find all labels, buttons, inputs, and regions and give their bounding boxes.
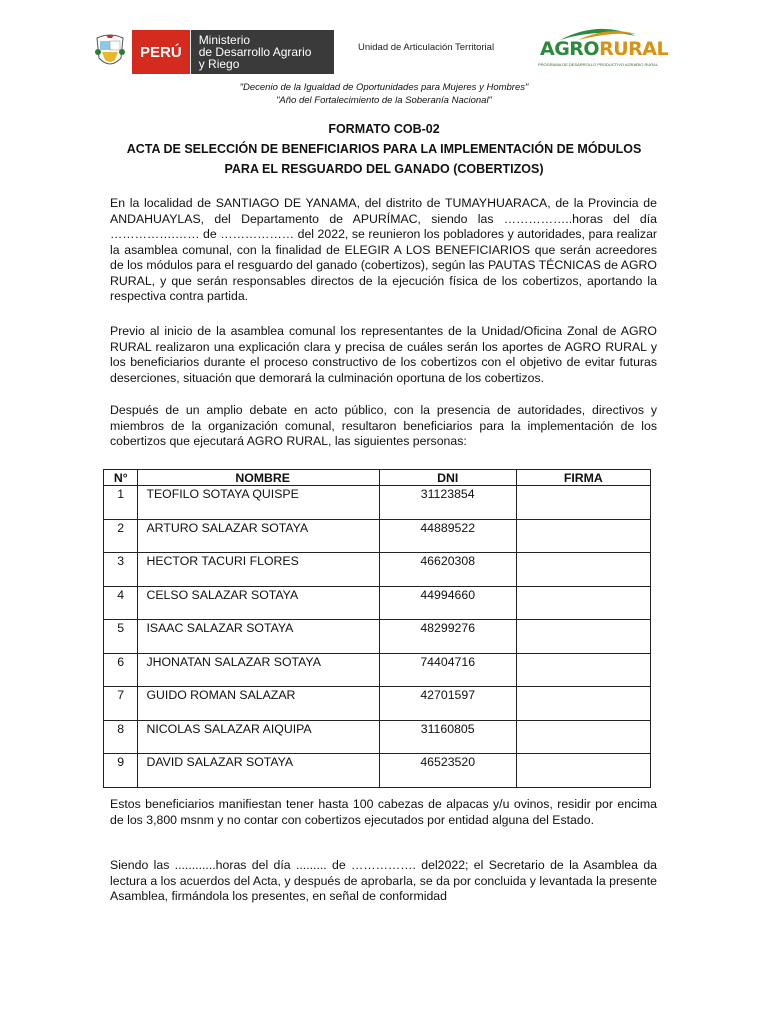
row-name: ISAAC SALAZAR SOTAYA bbox=[138, 620, 379, 654]
row-dni: 31160805 bbox=[379, 720, 516, 754]
row-number: 3 bbox=[104, 553, 138, 587]
row-number: 4 bbox=[104, 586, 138, 620]
ministry-line-1: Ministerio bbox=[198, 33, 251, 47]
row-signature bbox=[516, 519, 650, 553]
row-name: NICOLAS SALAZAR AIQUIPA bbox=[138, 720, 379, 754]
header-signature: FIRMA bbox=[516, 470, 650, 486]
row-number: 5 bbox=[104, 620, 138, 654]
ministry-line-2: de Desarrollo Agrario bbox=[198, 45, 312, 59]
ministry-name bbox=[190, 30, 334, 74]
table-row bbox=[104, 653, 651, 687]
row-dni: 44889522 bbox=[379, 519, 516, 553]
row-signature bbox=[516, 754, 650, 788]
selection-paragraph: Después de un amplio debate en acto público, con la presencia de autoridades, directivos y miembros de la organización comunal, resultaron beneficiarios para la implementación de los cobertizos que ejecutará AGRO RURAL, las siguientes personas: bbox=[110, 403, 657, 448]
row-dni: 74404716 bbox=[379, 653, 516, 687]
row-signature bbox=[516, 653, 650, 687]
row-signature bbox=[516, 687, 650, 721]
table-row bbox=[104, 754, 651, 788]
row-number: 9 bbox=[104, 754, 138, 788]
row-number: 1 bbox=[104, 486, 138, 520]
table-row bbox=[104, 720, 651, 754]
row-name: HECTOR TACURI FLORES bbox=[138, 553, 379, 587]
intro-paragraph: En la localidad de SANTIAGO DE YANAMA, del distrito de TUMAYHUARACA, de la Provincia de ANDAHUAYLAS, del Departamento de APURÍMAC, siendo las ……………..horas del día …………….…… de ……………… del 2022, se reunieron los pobladores y autoridades, para realizar la asamblea comunal, con la finalidad de ELEGIR A LOS BENEFICIARIOS que serán acreedores de los módulos para el resguardo del ganado (cobertizos), según las PAUTAS TÉCNICAS de AGRO RURAL, y que serán responsables directos de la ejecución física de los cobertizos, aportando la respectiva contra partida. bbox=[110, 196, 657, 303]
table-row bbox=[104, 687, 651, 721]
row-dni: 46523520 bbox=[379, 754, 516, 788]
title-line-1: ACTA DE SELECCIÓN DE BENEFICIARIOS PARA LA IMPLEMENTACIÓN DE MÓDULOS bbox=[126, 142, 642, 156]
row-name: GUIDO ROMAN SALAZAR bbox=[138, 687, 379, 721]
table-row bbox=[104, 553, 651, 587]
table-row bbox=[104, 586, 651, 620]
closing-paragraph: Siendo las ............horas del día ......... de ……………. del2022; el Secretario de la Asamblea da lectura a los acuerdos del Acta, y después de aprobarla, se da por concluida y levantada la presente Asamblea, firmándola los presentes, en señal de conformidad bbox=[110, 858, 657, 903]
row-dni: 42701597 bbox=[379, 687, 516, 721]
row-signature bbox=[516, 620, 650, 654]
row-number: 8 bbox=[104, 720, 138, 754]
table-row bbox=[104, 486, 651, 520]
requirements-paragraph: Estos beneficiarios manifiestan tener hasta 100 cabezas de alpacas y/u ovinos, residir por encima de los 3,800 msnm y no contar con cobertizos ejecutados por entidad alguna del Estado. bbox=[110, 797, 657, 827]
row-number: 6 bbox=[104, 653, 138, 687]
motto-year: "Año del Fortalecimiento de la Soberanía Nacional" bbox=[276, 95, 492, 106]
row-name: JHONATAN SALAZAR SOTAYA bbox=[138, 653, 379, 687]
format-code: FORMATO COB-02 bbox=[328, 122, 440, 136]
ministry-logo bbox=[90, 30, 334, 74]
agrorural-tagline: PROGRAMA DE DESARROLLO PRODUCTIVO AGRARIO RURAL bbox=[538, 62, 659, 67]
letterhead bbox=[90, 30, 669, 80]
beneficiaries-table bbox=[103, 469, 651, 788]
row-number: 7 bbox=[104, 687, 138, 721]
row-dni: 48299276 bbox=[379, 620, 516, 654]
motto-decade: "Decenio de la Igualdad de Oportunidades para Mujeres y Hombres" bbox=[239, 82, 529, 93]
header-dni: DNI bbox=[379, 470, 516, 486]
table-row bbox=[104, 620, 651, 654]
row-name: DAVID SALAZAR SOTAYA bbox=[138, 754, 379, 788]
row-dni: 31123854 bbox=[379, 486, 516, 520]
row-name: CELSO SALAZAR SOTAYA bbox=[138, 586, 379, 620]
agrorural-wordmark: AGRORURAL bbox=[540, 38, 669, 60]
row-signature bbox=[516, 720, 650, 754]
explanation-paragraph: Previo al inicio de la asamblea comunal los representantes de la Unidad/Oficina Zonal de AGRO RURAL realizaron una explicación clara y precisa de cuáles serán los aportes de AGRO RURAL y los beneficiarios durante el proceso constructivo de los cobertizos con el objetivo de evitar futuras deserciones, situación que demorará la culminación oportuna de los cobertizos. bbox=[110, 324, 657, 385]
row-signature bbox=[516, 486, 650, 520]
row-name: ARTURO SALAZAR SOTAYA bbox=[138, 519, 379, 553]
ministry-line-3: y Riego bbox=[198, 57, 240, 71]
country-label: PERÚ bbox=[130, 30, 190, 74]
row-signature bbox=[516, 553, 650, 587]
table-row bbox=[104, 519, 651, 553]
row-signature bbox=[516, 586, 650, 620]
header-number: N° bbox=[104, 470, 138, 486]
title-line-2: PARA EL RESGUARDO DEL GANADO (COBERTIZOS) bbox=[224, 162, 544, 176]
agrorural-logo bbox=[536, 26, 669, 76]
official-mottos bbox=[0, 81, 768, 107]
table-header-row bbox=[104, 470, 651, 486]
row-dni: 44994660 bbox=[379, 586, 516, 620]
row-name: TEOFILO SOTAYA QUISPE bbox=[138, 486, 379, 520]
document-title bbox=[0, 119, 768, 179]
header-name: NOMBRE bbox=[138, 470, 379, 486]
row-number: 2 bbox=[104, 519, 138, 553]
unit-title: Unidad de Articulación Territorial bbox=[358, 42, 495, 53]
peru-coat-of-arms-icon bbox=[90, 30, 130, 74]
row-dni: 46620308 bbox=[379, 553, 516, 587]
